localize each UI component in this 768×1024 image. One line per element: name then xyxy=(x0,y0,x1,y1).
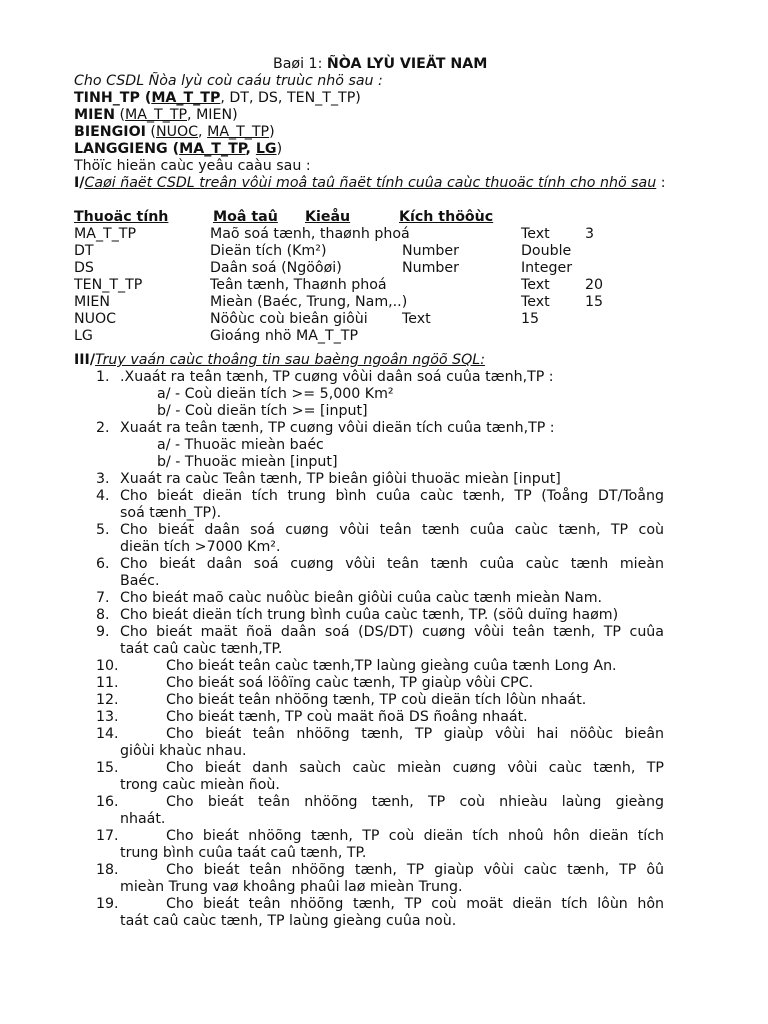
question-number: 16. xyxy=(96,794,119,810)
question-text: Cho bieát dieän tích trung bình cuûa caùc tænh, TP. (söû duïng haøm) xyxy=(120,607,619,623)
attr-kind: Text xyxy=(521,277,550,293)
title-main: ÑÒA LYÙ VIEÄT NAM xyxy=(326,56,488,72)
question-number: 13. xyxy=(96,709,119,725)
schema-close: ) xyxy=(269,124,275,140)
question-number: 18. xyxy=(96,862,119,878)
attr-name: MA_T_TP xyxy=(74,226,137,242)
question-text: Cho bieát nhöõng tænh, TP coù dieän tích nhoû hôn dieän tích xyxy=(166,828,664,844)
task-intro: Thöïc hieän caùc yeâu caàu sau : xyxy=(74,158,311,174)
question-2a: a/ - Thuoäc mieàn baéc xyxy=(157,437,324,453)
attr-size: 20 xyxy=(585,277,604,293)
schema-rest: , DT, DS, TEN_T_TP) xyxy=(220,90,361,106)
schema-open: ( xyxy=(145,124,156,140)
question-number: 5. xyxy=(96,522,110,538)
question-text: Cho bieát teân nhöõng tænh, TP coù nhieàu laùng gieàng xyxy=(166,794,664,810)
section-1-heading xyxy=(74,175,680,192)
question-text: Cho bieát soá löôïng caùc tænh, TP giaùp vôùi CPC. xyxy=(166,675,534,691)
question-number: 15. xyxy=(96,760,119,776)
schema-sep: , xyxy=(245,141,256,157)
schema-key: MA_T_TP xyxy=(125,107,188,123)
question-text: Cho bieát teân nhöõng tænh, TP giaùp vôùi caùc tænh, TP ôû xyxy=(166,862,664,878)
question-text: Cho bieát dieän tích trung bình cuûa caùc tænh, TP (Toång DT/Toång xyxy=(120,488,664,504)
schema-rest: , MIEN) xyxy=(187,107,238,123)
schema-name: MIEN xyxy=(74,107,115,123)
attr-name: TEN_T_TP xyxy=(74,277,143,293)
attr-desc: Nöôùc coù bieân giôùi xyxy=(210,311,368,327)
attr-desc: Mieàn (Baéc, Trung, Nam,..) xyxy=(210,294,408,310)
question-number: 3. xyxy=(96,471,110,487)
question-text: Xuaát ra teân tænh, TP cuøng vôùi dieän tích cuûa tænh,TP : xyxy=(120,420,555,436)
question-number: 7. xyxy=(96,590,110,606)
section-tail: : xyxy=(656,175,666,191)
question-number: 19. xyxy=(96,896,119,912)
question-text: Cho bieát maät ñoä daân soá (DS/DT) cuøng vôùi teân tænh, TP cuûa xyxy=(120,624,664,640)
table-header-size: Kích thöôùc xyxy=(399,209,494,225)
attr-desc: Dieän tích (Km²) xyxy=(210,243,327,259)
question-number: 10. xyxy=(96,658,119,674)
attr-name: LG xyxy=(74,328,93,344)
question-6-cont: Baéc. xyxy=(120,573,160,589)
question-text: Cho bieát daân soá cuøng vôùi teân tænh cuûa caùc tænh mieàn xyxy=(120,556,664,572)
section-text: Truy vaán caùc thoâng tin sau baèng ngoân ngöõ SQL: xyxy=(95,352,485,368)
attr-desc: Maõ soá tænh, thaønh phoá xyxy=(210,226,410,242)
attr-type: Number xyxy=(402,243,459,259)
question-number: 6. xyxy=(96,556,110,572)
question-18-cont: mieàn Trung vaø khoâng phaûi laø mieàn Trung. xyxy=(120,879,463,895)
attr-type: Text xyxy=(402,311,431,327)
document-title xyxy=(273,56,487,73)
question-16-cont: nhaát. xyxy=(120,811,166,827)
section-number: III/ xyxy=(74,352,96,368)
question-2b: b/ - Thuoäc mieàn [input] xyxy=(157,454,338,470)
schema-key: MA_T_TP xyxy=(151,90,221,106)
question-text: Cho bieát teân nhöõng tænh, TP coù moät dieän tích lôùn hôn xyxy=(166,896,664,912)
schema-mien xyxy=(74,107,238,124)
question-number: 11. xyxy=(96,675,119,691)
question-text: Cho bieát danh saùch caùc mieàn cuøng vôùi caùc tænh, TP xyxy=(166,760,664,776)
schema-name: BIENGIOI xyxy=(74,124,146,140)
question-text: Cho bieát maõ caùc nuôùc bieân giôùi cuûa caùc tænh mieàn Nam. xyxy=(120,590,603,606)
attr-desc: Gioáng nhö MA_T_TP xyxy=(210,328,359,344)
schema-key: LG xyxy=(255,141,277,157)
attr-kind: 15 xyxy=(521,311,540,327)
attr-kind: Double xyxy=(521,243,572,259)
schema-open: ( xyxy=(114,107,126,123)
question-number: 12. xyxy=(96,692,119,708)
question-number: 1. xyxy=(96,369,110,385)
attr-name: MIEN xyxy=(74,294,111,310)
question-1b: b/ - Coù dieän tích >= [input] xyxy=(157,403,368,419)
attr-name: DS xyxy=(74,260,94,276)
question-number: 4. xyxy=(96,488,110,504)
section-number: I/ xyxy=(74,175,85,191)
question-9-cont: taát caû caùc tænh,TP. xyxy=(120,641,283,657)
question-1a: a/ - Coù dieän tích >= 5,000 Km² xyxy=(157,386,394,402)
schema-biengioi xyxy=(74,124,275,141)
question-text: Xuaát ra caùc Teân tænh, TP bieân giôùi thuoäc mieàn [input] xyxy=(120,471,561,487)
schema-key: NUOC xyxy=(155,124,199,140)
question-4-cont: soá tænh_TP). xyxy=(120,505,222,521)
question-19-cont: taát caû caùc tænh, TP laùng gieàng cuûa noù. xyxy=(120,913,457,929)
question-text: Cho bieát tænh, TP coù maät ñoä DS ñoâng nhaát. xyxy=(166,709,528,725)
question-text: Cho bieát teân caùc tænh,TP laùng gieàng cuûa tænh Long An. xyxy=(166,658,617,674)
question-number: 2. xyxy=(96,420,110,436)
attr-kind: Integer xyxy=(521,260,573,276)
title-prefix: Baøi 1: xyxy=(273,56,327,72)
attr-desc: Daân soá (Ngöôøi) xyxy=(210,260,342,276)
attr-kind: Text xyxy=(521,226,550,242)
question-5-cont: dieän tích >7000 Km². xyxy=(120,539,281,555)
table-header-type: Kieåu xyxy=(305,209,351,225)
schema-close: ) xyxy=(276,141,283,157)
question-text: Cho bieát teân nhöõng tænh, TP coù dieän tích lôùn nhaát. xyxy=(166,692,587,708)
attr-size: 15 xyxy=(585,294,604,310)
schema-name: LANGGIENG ( xyxy=(74,141,180,157)
question-15-cont: trong caùc mieàn ñoù. xyxy=(120,777,280,793)
table-header-attribute: Thuoäc tính xyxy=(74,209,169,225)
schema-langgieng xyxy=(74,141,282,158)
section-3-heading xyxy=(74,352,485,369)
attr-size: 3 xyxy=(585,226,595,242)
schema-name: TINH_TP ( xyxy=(74,90,152,106)
attr-kind: Text xyxy=(521,294,550,310)
schema-key: MA_T_TP xyxy=(179,141,246,157)
question-number: 8. xyxy=(96,607,110,623)
question-text: Cho bieát teân nhöõng tænh, TP giaùp vôùi hai nöôùc bieân xyxy=(166,726,664,742)
section-text: Caøi ñaët CSDL treân vôùi moâ taû ñaët tính cuûa caùc thuoäc tính cho nhö sau xyxy=(84,175,657,191)
question-number: 17. xyxy=(96,828,119,844)
attr-desc: Teân tænh, Thaønh phoá xyxy=(210,277,387,293)
table-header-description: Moâ taû xyxy=(213,209,278,225)
question-number: 14. xyxy=(96,726,119,742)
question-number: 9. xyxy=(96,624,110,640)
schema-key: MA_T_TP xyxy=(207,124,270,140)
schema-tinh-tp xyxy=(74,90,361,107)
question-14-cont: giôùi khaùc nhau. xyxy=(120,743,247,759)
attr-type: Number xyxy=(402,260,459,276)
question-text: Cho bieát daân soá cuøng vôùi teân tænh cuûa caùc tænh, TP coù xyxy=(120,522,664,538)
question-17-cont: trung bình cuûa taát caû tænh, TP. xyxy=(120,845,367,861)
schema-sep: , xyxy=(198,124,208,140)
intro-text: Cho CSDL Ñòa lyù coù caáu truùc nhö sau : xyxy=(74,73,383,89)
attr-name: NUOC xyxy=(74,311,117,327)
attr-name: DT xyxy=(74,243,94,259)
question-text: .Xuaát ra teân tænh, TP cuøng vôùi daân soá cuûa tænh,TP : xyxy=(120,369,554,385)
